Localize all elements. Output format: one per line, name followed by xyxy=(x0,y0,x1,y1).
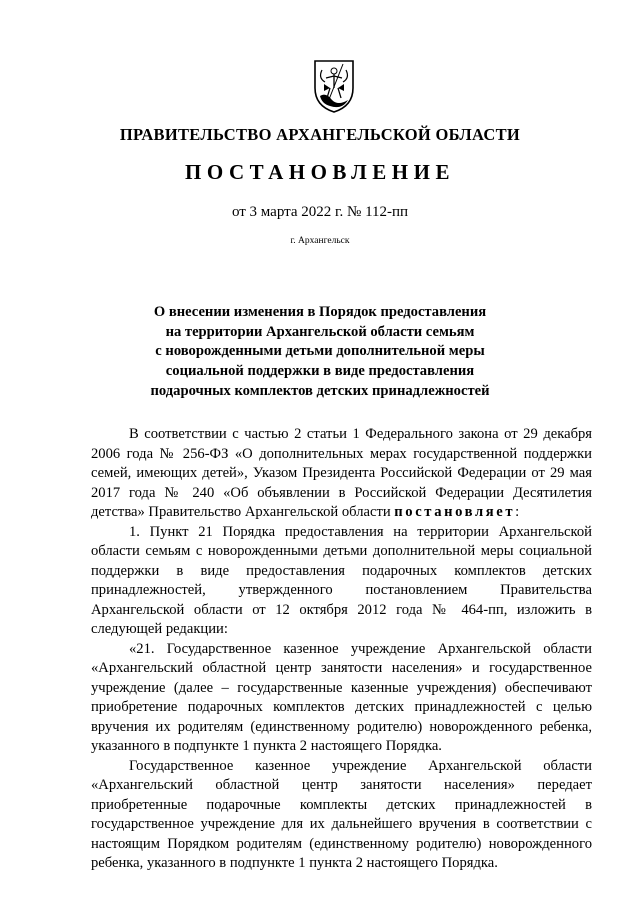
document-body xyxy=(91,425,592,874)
coat-of-arms-emblem xyxy=(312,58,356,114)
subject-line: социальной поддержки в виде предоставления xyxy=(165,363,475,380)
subject-line: подарочных комплектов детских принадлежностей xyxy=(150,382,490,399)
subject-line: О внесении изменения в Порядок предоставления xyxy=(153,304,487,320)
government-title: ПРАВИТЕЛЬСТВО АРХАНГЕЛЬСКОЙ ОБЛАСТИ xyxy=(119,125,521,144)
resolves-keyword: постановляет xyxy=(394,504,516,520)
document-subject xyxy=(0,303,640,402)
preamble-text: В соответствии с частью 2 статьи 1 Федерального закона от 29 декабря 2006 года № 256-ФЗ «О дополнительных мерах государственной поддержки семей, имеющих детей», Указом Президента Российской Федерации от 29 мая 2017 года № 240 «Об объявлении в Российской Федерации Десятилетия детства» Правительство Архангельской области xyxy=(91,426,592,520)
city-label: г. Архангельск xyxy=(290,236,350,246)
preamble-colon: : xyxy=(515,504,520,520)
document-type-title: ПОСТАНОВЛЕНИЕ xyxy=(185,160,455,184)
subject-line: на территории Архангельской области семьям xyxy=(165,323,475,340)
date-and-number: от 3 марта 2022 г. № 112-пп xyxy=(231,204,409,220)
subject-line: с новорожденными детьми дополнительной меры xyxy=(155,343,485,360)
paragraph-item-1: 1. Пункт 21 Порядка предоставления на территории Архангельской области семьям с новорожденными детьми дополнительной меры социальной поддержки в виде предоставления подарочных комплектов детских принадлежностей, утвержденного постановлением Правительства Архангельской области от 12 октября 2012 года № 464-пп, изложить в следующей редакции: xyxy=(91,523,592,637)
paragraph-item-21: «21. Государственное казенное учреждение Архангельской области «Архангельский областной центр занятости населения» и государственное учреждение (далее – государственные казенные учреждения) обеспечивают приобретение подарочных комплектов детских принадлежностей с целью вручения их родителям (единственному родителю) новорожденного ребенка, указанного в подпункте 1 пункта 2 настоящего Порядка. xyxy=(91,640,592,754)
paragraph-transfer: Государственное казенное учреждение Архангельской области «Архангельский областной центр занятости населения» передает приобретенные подарочные комплекты детских принадлежностей в государственное учреждение для их дальнейшего вручения в соответствии с настоящим Порядком родителям (единственному родителю) новорожденного ребенка, указанного в подпункте 1 пункта 2 настоящего Порядка. xyxy=(91,757,592,871)
preamble-paragraph xyxy=(91,425,592,523)
